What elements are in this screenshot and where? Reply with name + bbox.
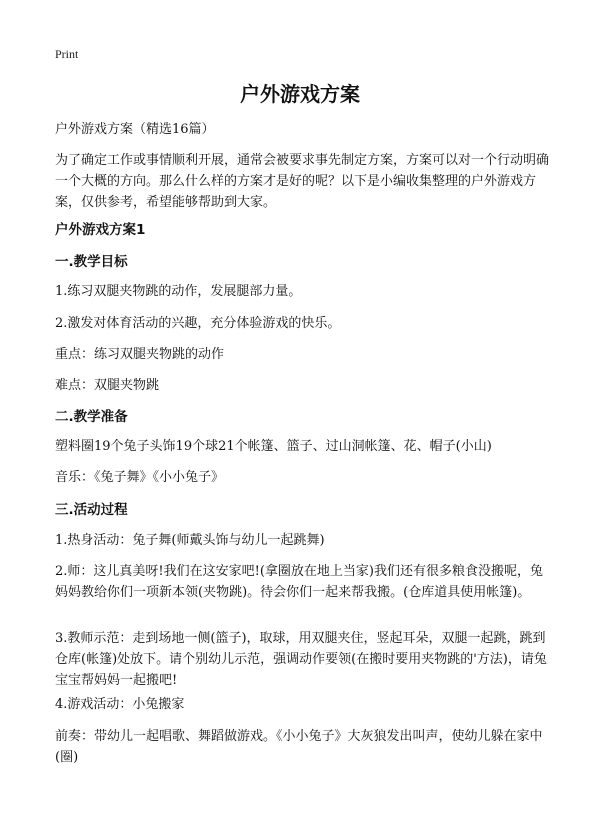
print-label[interactable]: Print — [55, 47, 79, 61]
document-subtitle: 户外游戏方案（精选16篇） — [55, 122, 215, 137]
materials-text: 塑料圈19个兔子头饰19个球21个帐篷、篮子、过山洞帐篷、花、帽子(小山) — [55, 439, 492, 454]
intro-paragraph: 为了确定工作或事情顺利开展，通常会被要求事先制定方案，方案可以对一个行动明确一个大概的方向。那么什么样的方案才是好的呢？以下是小编收集整理的户外游戏方案，仅供参考，希望能够帮助到大家。 — [55, 153, 550, 210]
process-step: 前奏：带幼儿一起唱歌、舞蹈做游戏。《小小兔子》大灰狼发出叫声，使幼儿躲在家中(圈) — [55, 729, 543, 765]
goal-item: 1.练习双腿夹物跳的动作，发展腿部力量。 — [55, 284, 302, 299]
preparation-heading: 二.教学准备 — [55, 409, 128, 425]
key-point: 重点：练习双腿夹物跳的动作 — [55, 347, 225, 362]
goals-heading: 一.教学目标 — [55, 254, 128, 270]
document-title: 户外游戏方案 — [240, 82, 360, 106]
process-step: 1.热身活动：兔子舞(师戴头饰与幼儿一起跳舞) — [55, 533, 325, 548]
section-title: 户外游戏方案1 — [55, 222, 146, 238]
process-step: 3.教师示范：走到场地一侧(篮子)，取球，用双腿夹住，竖起耳朵，双腿一起跳，跳到仓库(帐篷)处放下。请个别幼儿示范，强调动作要领(在搬时要用夹物跳的'方法)，请兔宝宝帮妈妈一起搬吧! — [55, 631, 547, 688]
process-heading: 三.活动过程 — [55, 502, 128, 518]
process-step: 2.师：这儿真美呀!我们在这安家吧!(拿圈放在地上当家)我们还有很多粮食没搬呢，兔妈妈教给你们一项新本领(夹物跳)。待会你们一起来帮我搬。(仓库道具使用帐篷)。 — [55, 564, 543, 600]
goal-item: 2.激发对体育活动的兴趣，充分体验游戏的快乐。 — [55, 316, 341, 331]
music-text: 音乐：《兔子舞》《小小兔子》 — [55, 470, 225, 485]
difficulty-point: 难点：双腿夹物跳 — [55, 378, 160, 393]
process-step: 4.游戏活动：小兔搬家 — [55, 697, 185, 712]
